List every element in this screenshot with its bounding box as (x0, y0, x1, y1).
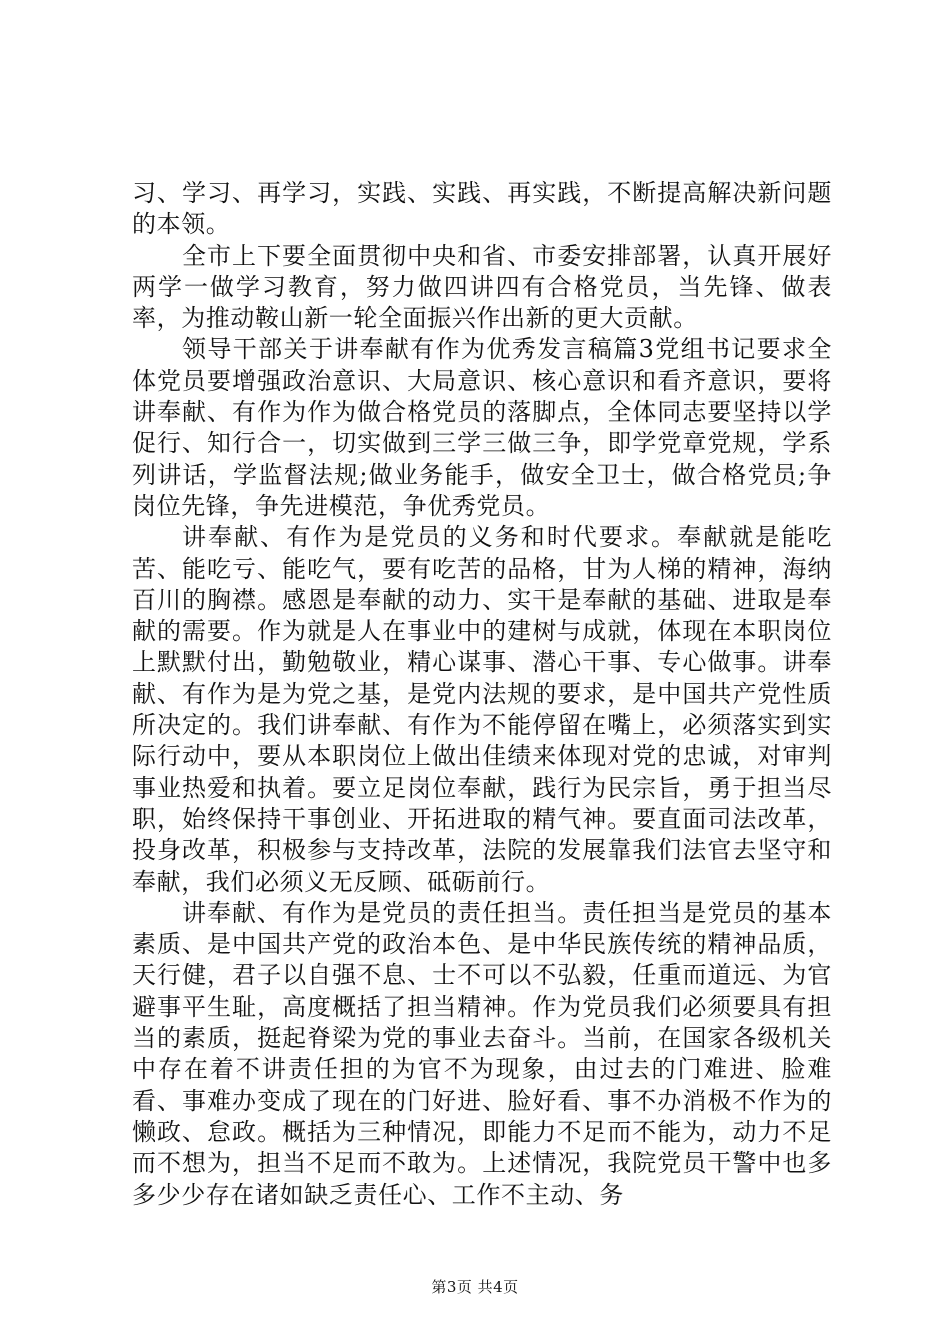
paragraph-1: 习、学习、再学习，实践、实践、再实践，不断提高解决新问题的本领。 (132, 179, 832, 239)
paragraph-5: 讲奉献、有作为是党员的责任担当。责任担当是党员的基本素质、是中国共产党的政治本色、是中华民族传统的精神品质，天行健，君子以自强不息、士不可以不弘毅，任重而道远、为官避事平生耻，高度概括了担当精神。作为党员我们必须要具有担当的素质，挺起脊梁为党的事业去奋斗。当前，在国家各级机关中存在着不讲责任担的为官不为现象，由过去的门难进、脸难看、事难办变成了现在的门好进、脸好看、事不办消极不作为的懒政、怠政。概括为三种情况，即能力不足而不能为，动力不足而不想为，担当不足而不敢为。上述情况，我院党员干警中也多多少少存在诸如缺乏责任心、工作不主动、务 (132, 898, 832, 1209)
paragraph-2: 全市上下要全面贯彻中央和省、市委安排部署，认真开展好两学一做学习教育，努力做四讲四有合格党员，当先锋、做表率，为推动鞍山新一轮全面振兴作出新的更大贡献。 (132, 241, 832, 333)
page-number: 第3页 共4页 (431, 1278, 519, 1296)
paragraph-3: 领导干部关于讲奉献有作为优秀发言稿篇3党组书记要求全体党员要增强政治意识、大局意识、核心意识和看齐意识，要将讲奉献、有作为作为做合格党员的落脚点，全体同志要坚持以学促行、知行合一，切实做到三学三做三争，即学党章党规，学系列讲话，学监督法规;做业务能手，做安全卫士，做合格党员;争岗位先锋，争先进模范，争优秀党员。 (132, 335, 832, 520)
paragraph-4: 讲奉献、有作为是党员的义务和时代要求。奉献就是能吃苦、能吃亏、能吃气，要有吃苦的品格，甘为人梯的精神，海纳百川的胸襟。感恩是奉献的动力、实干是奉献的基础、进取是奉献的需要。作为就是人在事业中的建树与成就，体现在本职岗位上默默付出，勤勉敬业，精心谋事、潜心干事、专心做事。讲奉献、有作为是为党之基，是党内法规的要求，是中国共产党性质所决定的。我们讲奉献、有作为不能停留在嘴上，必须落实到实际行动中，要从本职岗位上做出佳绩来体现对党的忠诚，对审判事业热爱和执着。要立足岗位奉献，践行为民宗旨，勇于担当尽职，始终保持干事创业、开拓进取的精气神。要直面司法改革，投身改革，积极参与支持改革，法院的发展靠我们法官去坚守和奉献，我们必须义无反顾、砥砺前行。 (132, 523, 832, 896)
document-body (132, 178, 832, 1211)
page-footer (0, 1276, 950, 1297)
